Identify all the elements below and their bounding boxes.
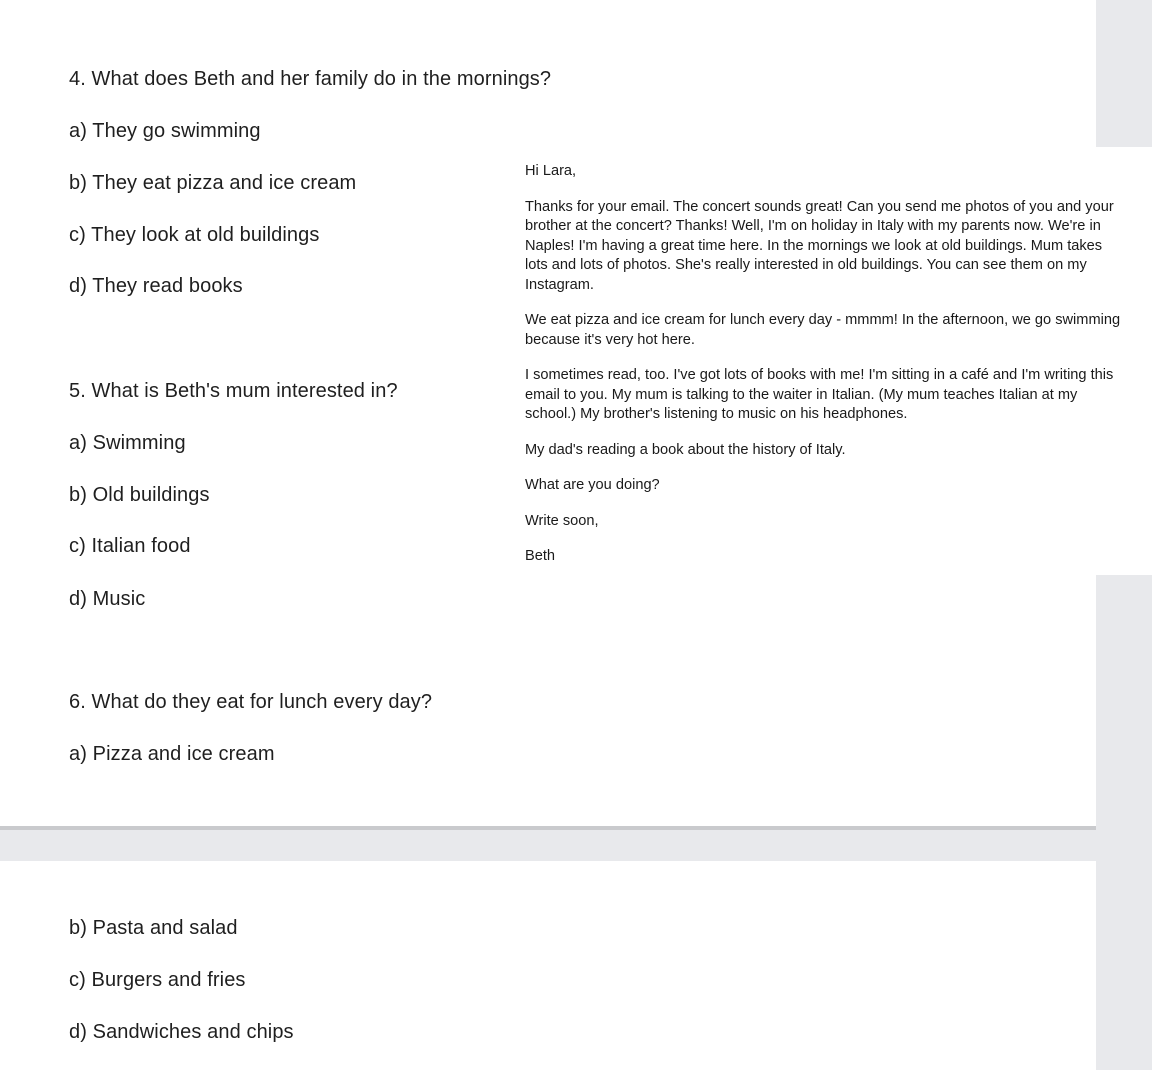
question-4-option-c[interactable]: c) They look at old buildings [69, 224, 320, 246]
question-6-title: 6. What do they eat for lunch every day? [69, 691, 433, 713]
question-4-option-b[interactable]: b) They eat pizza and ice cream [69, 172, 357, 194]
email-closing: Write soon, [525, 512, 599, 529]
email-paragraph: We eat pizza and ice cream for lunch every day - mmmm! In the afternoon, we go swimming because it's very hot here. [525, 312, 1121, 348]
question-5-option-a[interactable]: a) Swimming [69, 432, 186, 454]
email-paragraph: I sometimes read, too. I've got lots of books with me! I'm sitting in a café and I'm writing this email to you. My mum is talking to the waiter in Italian. (My mum teaches Italian at my school.) My brother's listening to music on his headphones. [525, 367, 1114, 422]
question-5-option-b[interactable]: b) Old buildings [69, 484, 210, 506]
question-5-title: 5. What is Beth's mum interested in? [69, 380, 398, 402]
question-5-option-c[interactable]: c) Italian food [69, 535, 191, 557]
email-passage [525, 162, 1125, 567]
page-break-shadow [0, 826, 1096, 830]
question-6-option-c[interactable]: c) Burgers and fries [69, 969, 246, 991]
question-4-option-a[interactable]: a) They go swimming [69, 120, 261, 142]
email-signature: Beth [525, 548, 556, 564]
question-4-option-d[interactable]: d) They read books [69, 275, 243, 297]
email-paragraph: My dad's reading a book about the history of Italy. [525, 441, 846, 458]
question-6-option-a[interactable]: a) Pizza and ice cream [69, 743, 275, 765]
email-paragraph: Thanks for your email. The concert sounds great! Can you send me photos of you and your brother at the concert? Thanks! Well, I'm on holiday in Italy with my parents now. We're in Naples! I'm having a great time here. In the mornings we look at old buildings. Mum takes lots and lots of photos. She's really interested in old buildings. You can see them on my Instagram. [525, 198, 1114, 293]
email-greeting: Hi Lara, [525, 163, 577, 179]
question-4-title: 4. What does Beth and her family do in the mornings? [69, 68, 552, 90]
scroll-margin-top [1096, 0, 1152, 147]
scroll-margin-bottom [1096, 575, 1152, 1070]
email-paragraph: What are you doing? [525, 477, 660, 493]
question-6-option-b[interactable]: b) Pasta and salad [69, 917, 238, 939]
page-break [0, 826, 1096, 861]
question-5-option-d[interactable]: d) Music [69, 588, 146, 610]
question-6-option-d[interactable]: d) Sandwiches and chips [69, 1021, 294, 1043]
